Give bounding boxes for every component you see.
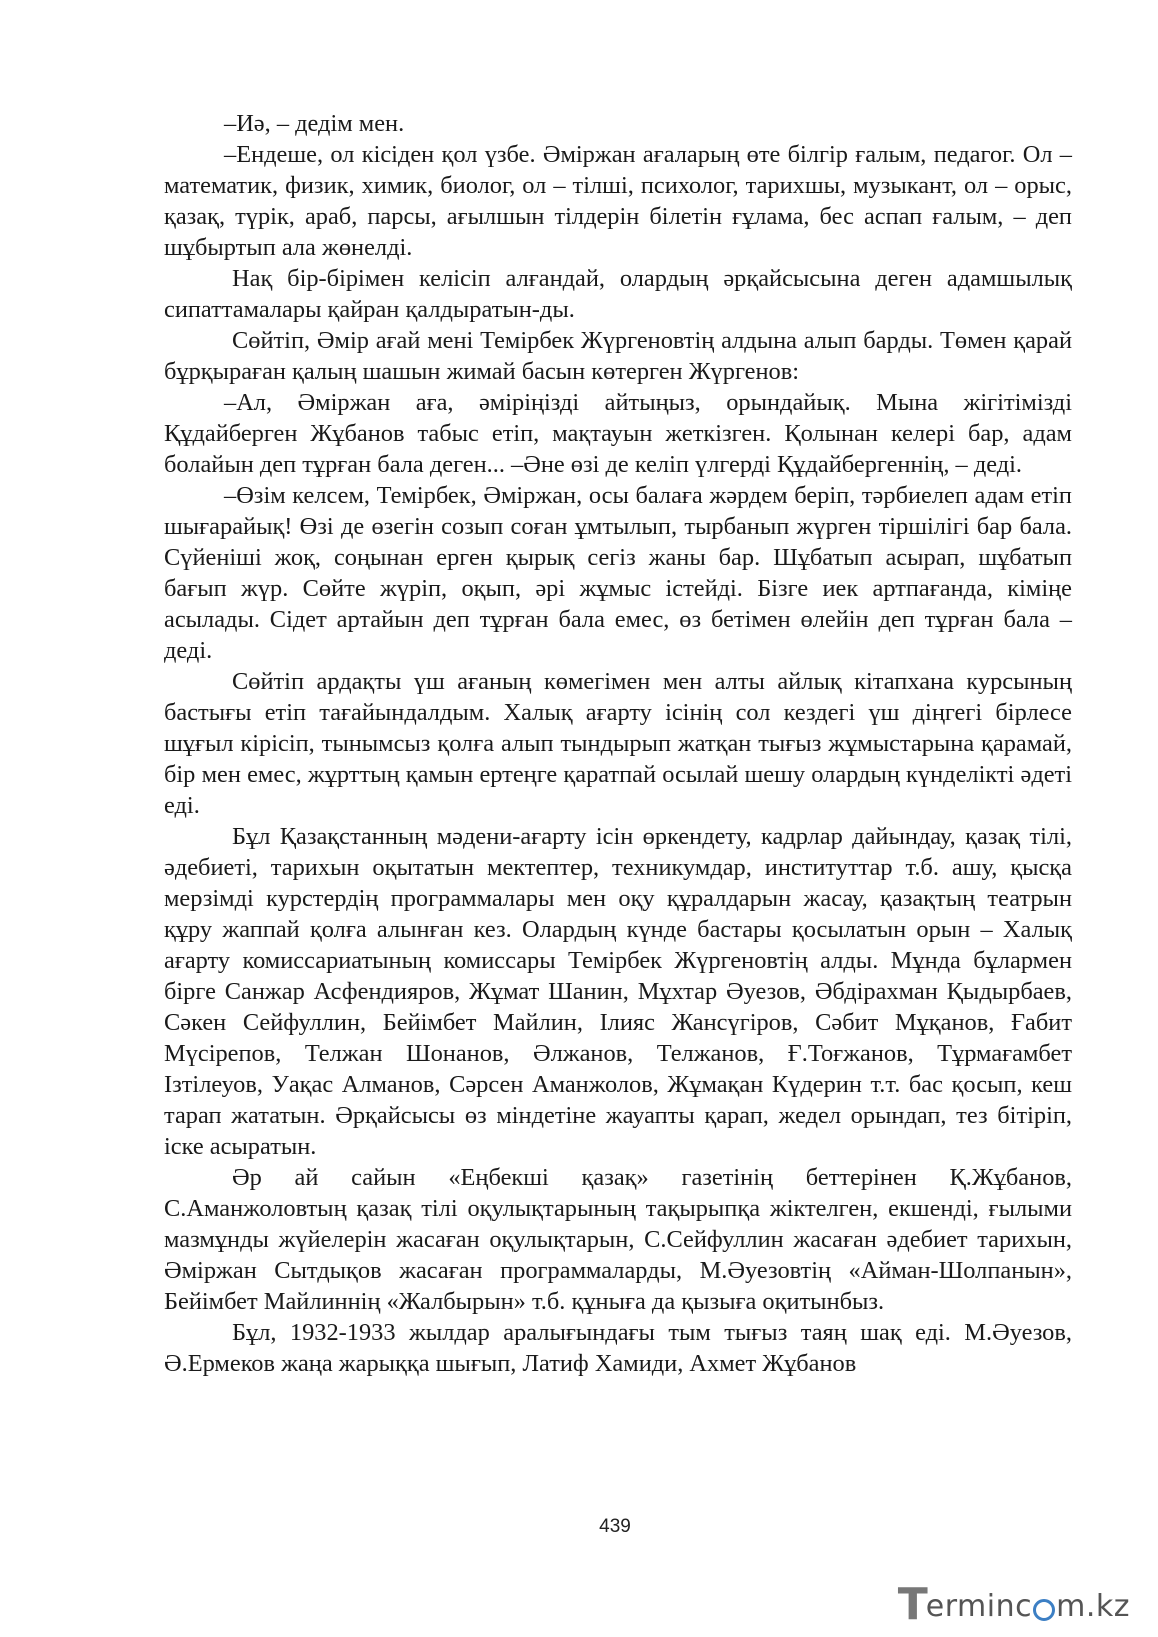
watermark-logo <box>897 1579 1130 1630</box>
paragraph: Бұл, 1932-1933 жылдар аралығындағы тым тығыз таяң шақ еді. М.Әуезов, Ә.Ермеков жаңа жарыққа шығып, Латиф Хамиди, Ахмет Жұбанов <box>164 1319 1072 1377</box>
paragraph: Сөйтіп ардақты үш ағаның көмегімен мен алты айлық кітапхана курсының бастығы етіп тағайындалдым. Халық ағарту ісінің сол кездегі үш діңгегі бірлесе шұғыл кірісіп, тынымсыз қолға алып тындырып жатқан тығыз жұмыстарына қарамай, бір мен емес, жұрттың қамын ертеңге қаратпай осылай шешу олардың күнделікті әдеті еді. <box>164 668 1072 819</box>
paragraph: –Ал, Әміржан аға, әміріңізді айтыңыз, орындайық. Мына жігітімізді Құдайберген Жұбанов табыс етіп, мақтауын жеткізген. Қолынан келері бар, адам болайын деп тұрған бала деген... –Әне өзі де келіп үлгерді Құдайбергеннің, – деді. <box>164 389 1072 478</box>
watermark-letter-t: T <box>897 1579 928 1630</box>
paragraph: –Өзім келсем, Темірбек, Әміржан, осы балаға жәрдем беріп, тәрбиелеп адам етіп шығарайық! Өзі де өзегін созып соған ұмтылып, тырбанып жүрген тіршілігі бар бала. Сүйеніші жоқ, соңынан ерген қырық сегіз жаны бар. Шұбатып асырап, шұбатып бағып жүр. Сөйте жүріп, оқып, әрі жұмыс істейді. Бізге иек артпағанда, кіміңе асылады. Сідет артайын деп тұрған бала емес, өз бетімен өлейін деп тұрған бала – деді. <box>164 482 1072 664</box>
page-number: 439 <box>599 1516 631 1537</box>
paragraph: Нақ бір-бірімен келісіп алғандай, олардың әрқайсысына деген адамшылық сипаттамалары қайран қалдыратын-ды. <box>164 265 1072 323</box>
paragraph: Әр ай сайын «Еңбекші қазақ» газетінің беттерінен Қ.Жұбанов, С.Аманжоловтың қазақ тілі оқулықтарының тақырыпқа жіктелген, екшенді, ғылыми мазмұнды жүйелерін жасаған оқулықтарын, С.Сейфуллин жасаған әдебиет тарихын, Әміржан Сытдықов жасаған программаларды, М.Әуезовтің «Айман-Шолпанын», Бейімбет Майлиннің «Жалбырын» т.б. құныға да қызыға оқитынбыз. <box>164 1164 1072 1315</box>
paragraph: Бұл Қазақстанның мәдени-ағарту ісін өркендету, кадрлар дайындау, қазақ тілі, әдебиеті, тарихын оқытатын мектептер, техникумдар, институттар т.б. ашу, қысқа мерзімді курстердің программалары мен оқу құралдарын жасау, қазақтың театрын құру жаппай қолға алынған кез. Олардың күнде бастары қосылатын орын – Халық ағарту комиссариатының комиссары Темірбек Жүргеновтің алды. Мұнда бұлармен бірге Санжар Асфендияров, Жұмат Шанин, Мұхтар Әуезов, Әбдірахман Қыдырбаев, Сәкен Сейфуллин, Бейімбет Майлин, Ілияс Жансүгіров, Сәбит Мұқанов, Ғабит Мүсірепов, Телжан Шонанов, Әлжанов, Телжанов, Ғ.Тоғжанов, Тұрмағамбет Ізтілеуов, Уақас Алманов, Сәрсен Аманжолов, Жұмақан Күдерин т.т. бас қосып, кеш тарап жататын. Әрқайсысы өз міндетіне жауапты қарап, жедел орындап, тез бітіріп, іске асыратын. <box>164 823 1072 1160</box>
paragraph: Сөйтіп, Әмір ағай мені Темірбек Жүргеновтің алдына алып барды. Төмен қарай бұрқыраған қалың шашын жимай басын көтерген Жүргенов: <box>164 327 1072 385</box>
paragraph: –Иә, – дедім мен. <box>224 110 405 137</box>
paragraph: –Ендеше, ол кісіден қол үзбе. Әміржан ағаларың өте білгір ғалым, педагог. Ол – математик, физик, химик, биолог, ол – тілші, психолог, тарихшы, музыкант, ол – орыс, қазақ, түрік, араб, парсы, ағылшын тілдерін білетін ғұлама, бес аспап ғалым, – деп шұбыртып ала жөнелді. <box>164 141 1072 261</box>
watermark-text-part1: erminc <box>925 1589 1033 1624</box>
watermark-o-circle-icon <box>1033 1599 1055 1621</box>
page-body <box>164 108 1072 1379</box>
watermark-text-part2: m.kz <box>1056 1589 1130 1624</box>
